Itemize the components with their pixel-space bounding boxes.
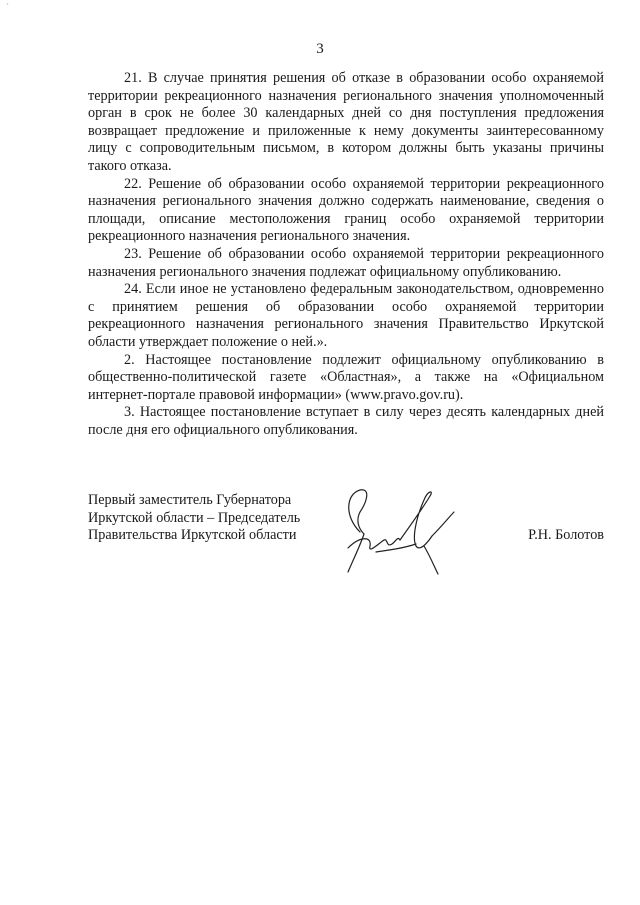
signer-position-line: Иркутской области – Председатель (88, 509, 301, 526)
paragraph-22: 22. Решение об образовании особо охраняемой территории рекреационного назначения регионального значения должно содержать наименование, сведения о площади, описание местоположения границ особо охраняемой территории рекреационного назначения регионального значения. (88, 175, 604, 245)
paragraph-publication: 2. Настоящее постановление подлежит официальному опубликованию в общественно-политической газете «Областная», а также на «Официальном интернет-портале правовой информации» (www.pravo.gov.ru). (88, 351, 604, 403)
corner-mark: ˋ (6, 2, 9, 12)
document-body (88, 70, 604, 439)
signer-name: Р.Н. Болотов (528, 527, 604, 543)
signer-position-line: Правительства Иркутской области (88, 527, 297, 544)
handwritten-signature (320, 486, 460, 580)
signature-block (88, 492, 604, 582)
paragraph-21: 21. В случае принятия решения об отказе в образовании особо охраняемой территории рекреационного назначения регионального значения уполномоченный орган в срок не более 30 календарных дней со дня поступления предложения возвращает предложение и приложенные к нему документы заинтересованному лицу с сопроводительным письмом, в котором должны быть указаны причины такого отказа. (88, 70, 604, 174)
signer-position-line: Первый заместитель Губернатора (88, 492, 292, 508)
signer-position (88, 492, 348, 545)
paragraph-23: 23. Решение об образовании особо охраняемой территории рекреационного назначения регионального значения подлежат официальному опубликованию. (88, 245, 604, 280)
paragraph-effective-date: 3. Настоящее постановление вступает в силу через десять календарных дней после дня его официального опубликования. (88, 404, 604, 438)
paragraph-24: 24. Если иное не установлено федеральным законодательством, одновременно с принятием решения об образовании особо охраняемой территории рекреационного назначения регионального значения Правительство Иркутской области утверждает положение о ней.». (88, 281, 604, 350)
page-number: 3 (316, 41, 324, 57)
